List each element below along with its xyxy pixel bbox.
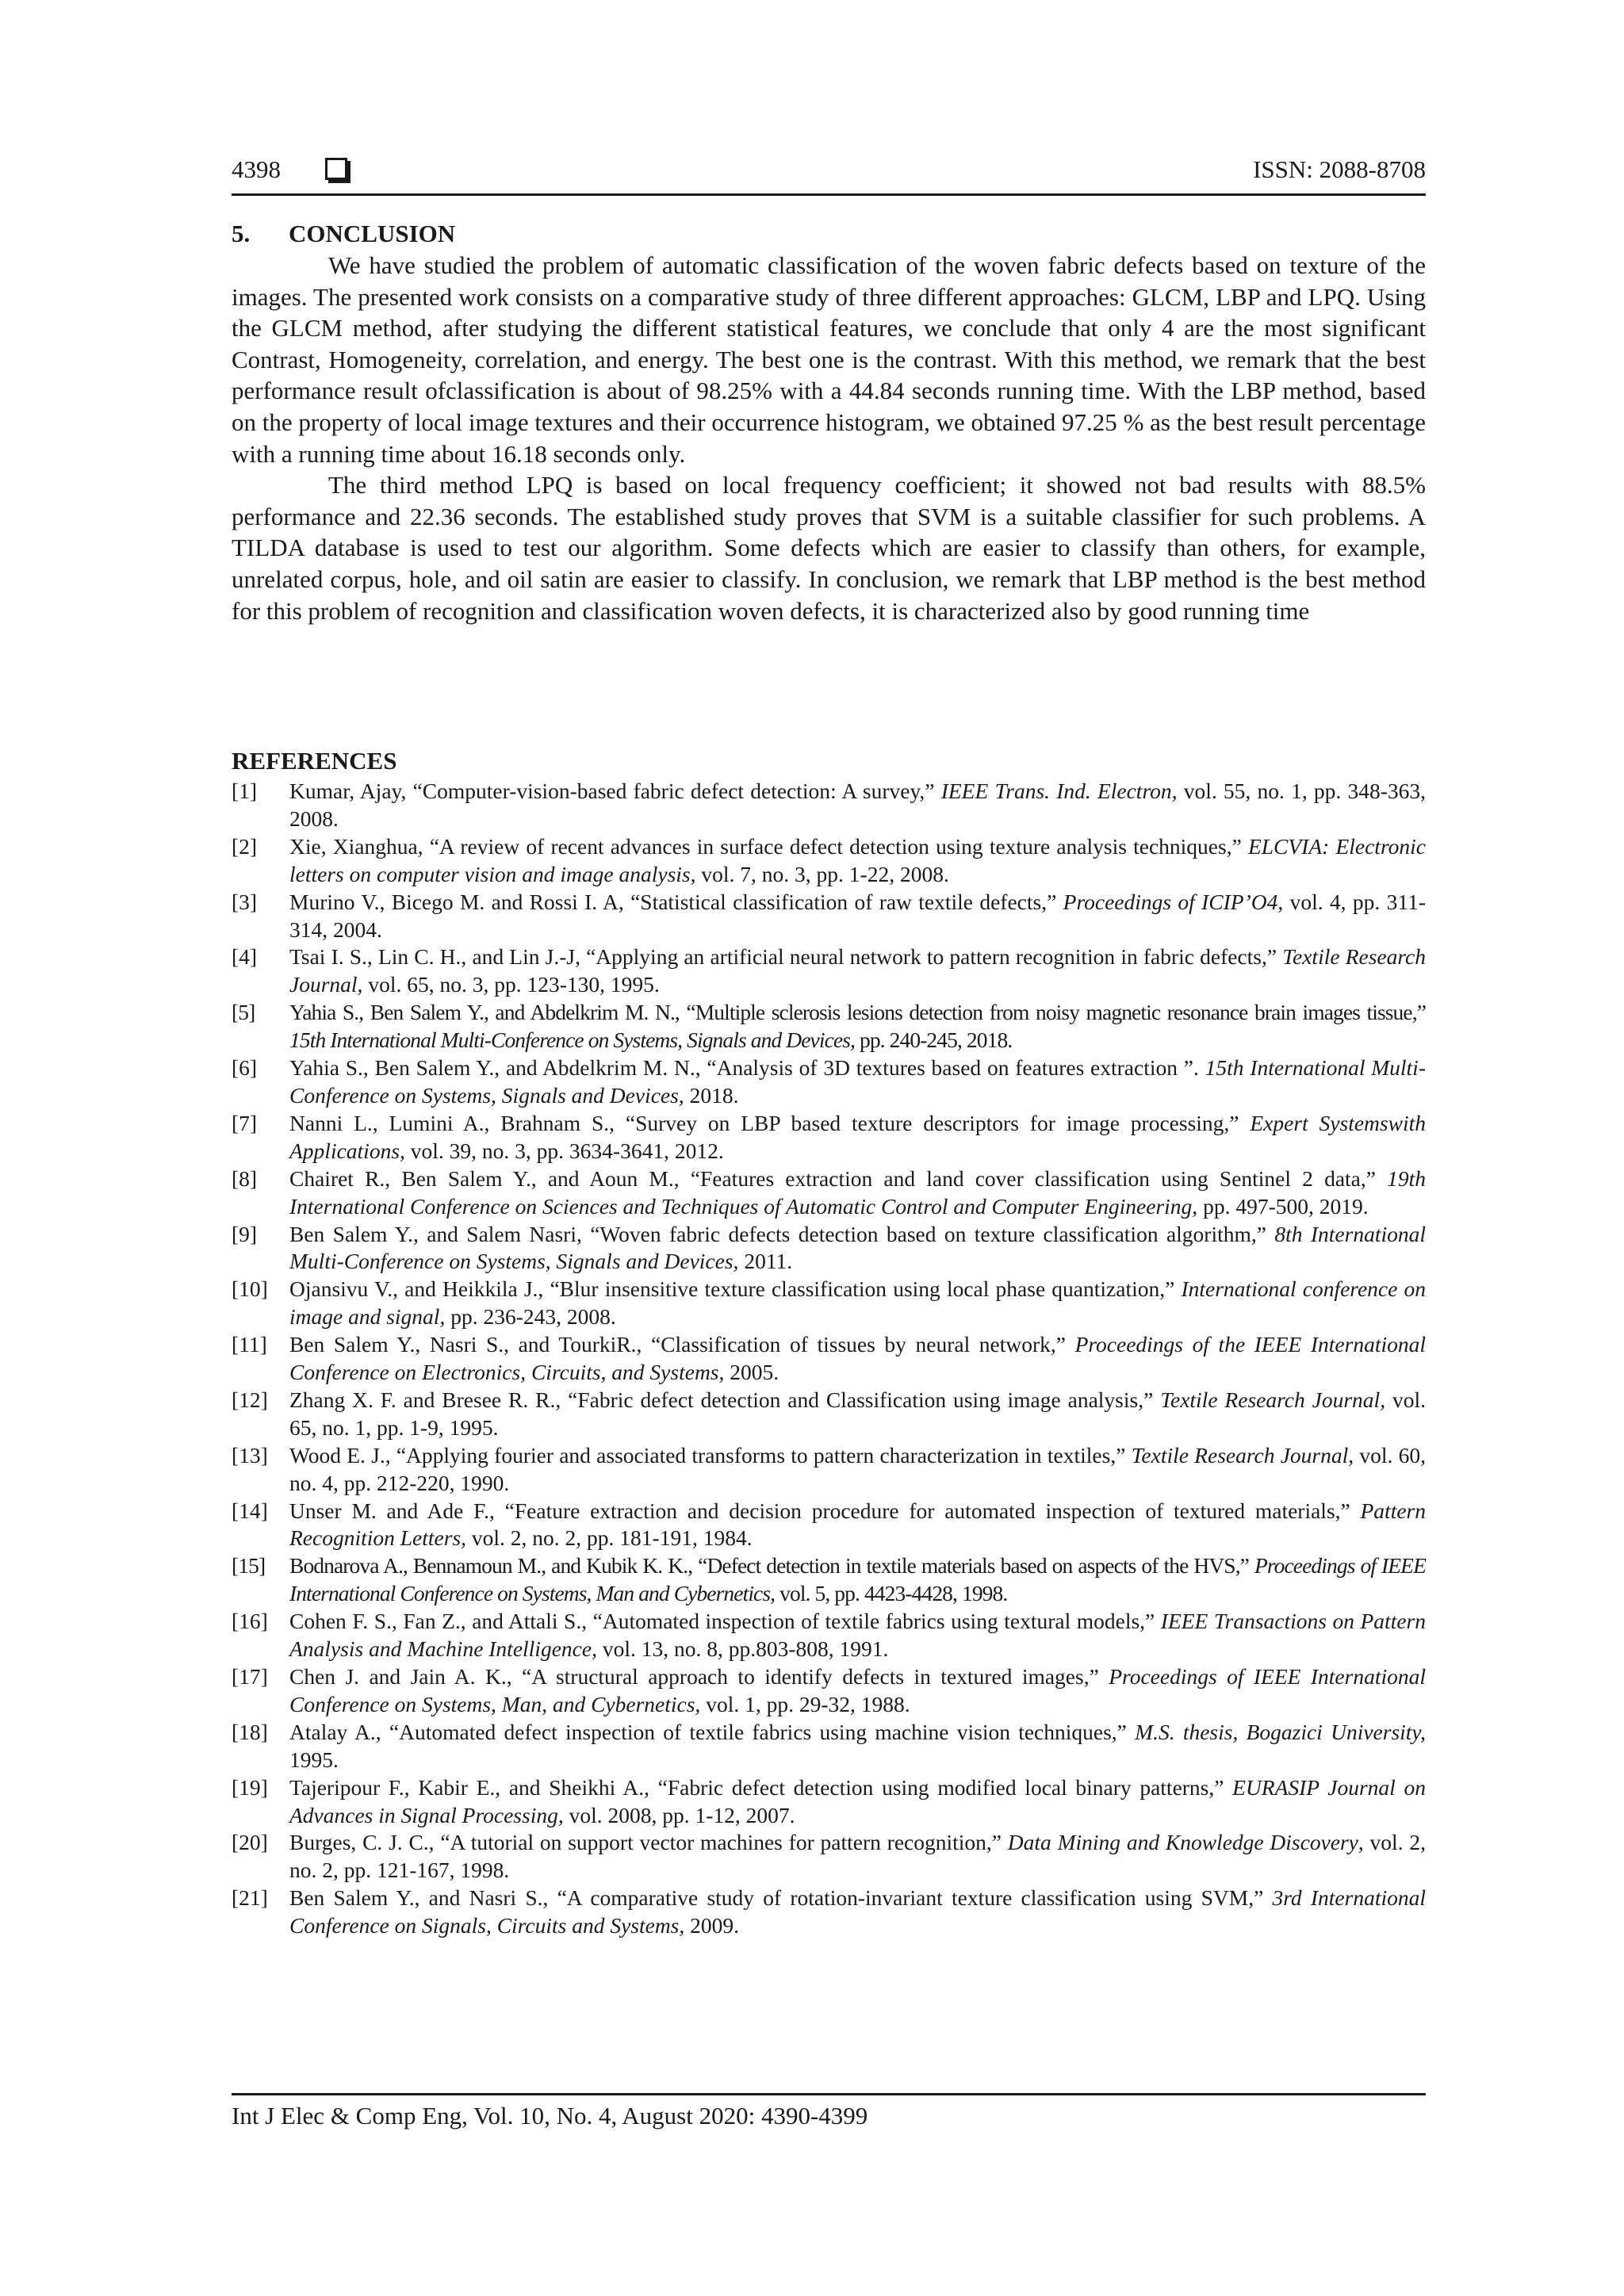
reference-authors-title: Yahia S., Ben Salem Y., and Abdelkrim M. N., “Multiple sclerosis lesions detection from noisy magnetic resonance brain images tissue,” <box>289 1000 1426 1025</box>
footer-citation: Int J Elec & Comp Eng, Vol. 10, No. 4, August 2020: 4390-4399 <box>232 2102 868 2130</box>
reference-number: [8] <box>232 1165 258 1191</box>
reference-authors-title: Cohen F. S., Fan Z., and Attali S., “Automated inspection of textile fabrics using textural models,” <box>289 1609 1161 1634</box>
reference-item <box>232 1608 1426 1663</box>
reference-item <box>232 778 1426 833</box>
reference-number: [18] <box>232 1719 268 1744</box>
section-number: 5. <box>232 220 251 247</box>
reference-number: [20] <box>232 1830 268 1855</box>
reference-authors-title: Tajeripour F., Kabir E., and Sheikhi A., “Fabric defect detection using modified local binary patterns,” <box>289 1774 1233 1800</box>
reference-text <box>289 1885 1426 1938</box>
reference-text <box>289 1222 1426 1274</box>
conclusion-paragraph-2: The third method LPQ is based on local frequency coefficient; it showed not bad results with 88.5% performance and 22.36 seconds. The established study proves that SVM is a suitable classifier for such problems. A TILDA database is used to test our algorithm. Some defects which are easier to classify than others, for example, unrelated corpus, hole, and oil satin are easier to classify. In conclusion, we remark that LBP method is the best method for this problem of recognition and classification woven defects, it is characterized also by good running time <box>232 471 1426 625</box>
reference-details: pp. 240-245, 2018. <box>855 1027 1013 1053</box>
reference-venue: Proceedings of IEEE International Conference on Systems, Man, and Cybernetics, <box>289 1664 1426 1716</box>
reference-details: vol. 13, no. 8, pp.803-808, 1991. <box>596 1636 889 1662</box>
reference-venue: 8th International Multi-Conference on Systems, Signals and Devices, <box>289 1221 1426 1274</box>
reference-details: vol. 65, no. 1, pp. 1-9, 1995. <box>289 1387 1427 1440</box>
reference-authors-title: Ben Salem Y., and Nasri S., “A comparative study of rotation-invariant texture classification using SVM,” <box>289 1885 1273 1911</box>
reference-details: vol. 5, pp. 4423-4428, 1998. <box>775 1581 1008 1606</box>
reference-details: vol. 2, no. 2, pp. 181-191, 1984. <box>466 1525 753 1551</box>
references-section <box>232 745 1426 1940</box>
reference-authors-title: Kumar, Ajay, “Computer-vision-based fabric defect detection: A survey,” <box>289 779 941 803</box>
reference-item <box>232 1054 1426 1110</box>
reference-details: vol. 60, no. 4, pp. 212-220, 1990. <box>289 1442 1427 1495</box>
reference-text <box>289 1443 1426 1495</box>
reference-item <box>232 1276 1426 1331</box>
issn-label: ISSN: 2088-8708 <box>1253 155 1426 183</box>
reference-item <box>232 889 1426 944</box>
reference-authors-title: Chen J. and Jain A. K., “A structural approach to identify defects in textured images,” <box>289 1664 1109 1689</box>
reference-number: [13] <box>232 1442 268 1468</box>
reference-item <box>232 1774 1426 1830</box>
reference-authors-title: Bodnarova A., Bennamoun M., and Kubik K. K., “Defect detection in textile materials based on aspects of the HVS,” <box>289 1553 1254 1578</box>
reference-item <box>232 1885 1426 1940</box>
page-header <box>232 155 1426 196</box>
reference-details: , vol. 2, no. 2, pp. 121-167, 1998. <box>289 1830 1426 1883</box>
reference-number: [19] <box>232 1774 268 1800</box>
reference-venue: EURASIP Journal on Advances in Signal Processing, <box>289 1774 1426 1827</box>
reference-venue: Expert Systemswith Applications, <box>289 1110 1426 1163</box>
reference-venue: Proceedings of ICIP’O4, <box>1063 889 1284 914</box>
reference-details: 2018. <box>684 1082 739 1108</box>
reference-text <box>289 779 1426 831</box>
square-bullet-icon <box>325 158 347 180</box>
reference-number: [7] <box>232 1110 258 1135</box>
reference-authors-title: Ben Salem Y., and Salem Nasri, “Woven fabric defects detection based on texture classification algorithm,” <box>289 1221 1275 1246</box>
reference-number: [17] <box>232 1664 268 1689</box>
reference-details: 2011. <box>738 1249 793 1274</box>
reference-number: [15] <box>232 1553 266 1578</box>
reference-venue: 3rd International Conference on Signals, Circuits and Systems, <box>289 1885 1426 1938</box>
conclusion-paragraph-1: We have studied the problem of automatic classification of the woven fabric defects based on texture of the images. The presented work consists on a comparative study of three different approaches: GLCM, LBP and LPQ. Using the GLCM method, after studying the different statistical features, we conclude that only 4 are the most significant Contrast, Homogeneity, correlation, and energy. The best one is the contrast. With this method, we remark that the best performance result ofclassification is about of 98.25% with a 44.84 seconds running time. With the LBP method, based on the property of local image textures and their occurrence histogram, we obtained 97.25 % as the best result percentage with a running time about 16.18 seconds only. <box>232 251 1426 468</box>
reference-item <box>232 1663 1426 1719</box>
reference-details: vol. 7, no. 3, pp. 1-22, 2008. <box>695 861 949 886</box>
reference-text <box>289 1387 1426 1440</box>
reference-text <box>289 1609 1426 1661</box>
reference-number: [14] <box>232 1498 268 1523</box>
reference-venue: M.S. thesis, Bogazici University, <box>1135 1719 1426 1744</box>
reference-authors-title: Yahia S., Ben Salem Y., and Abdelkrim M. N., “Analysis of 3D textures based on features extraction ”. <box>289 1055 1205 1081</box>
reference-item <box>232 1719 1426 1774</box>
reference-authors-title: Tsai I. S., Lin C. H., and Lin J.-J, “Applying an artificial neural network to pattern recognition in fabric defects,” <box>289 944 1283 970</box>
reference-venue: 15th International Multi-Conference on Systems, Signals and Devices, <box>289 1027 855 1053</box>
reference-authors-title: Burges, C. J. C., “A tutorial on support vector machines for pattern recognition,” <box>289 1830 1008 1855</box>
reference-authors-title: Xie, Xianghua, “A review of recent advances in surface defect detection using texture analysis techniques,” <box>289 833 1248 859</box>
reference-number: [2] <box>232 833 258 859</box>
reference-venue: 19th International Conference on Sciences and Techniques of Automatic Control and Computer Engineering, <box>289 1165 1426 1219</box>
reference-venue: ELCVIA: Electronic letters on computer vision and image analysis, <box>289 833 1426 886</box>
reference-text <box>289 1332 1426 1384</box>
reference-text <box>289 1664 1426 1716</box>
reference-text <box>289 834 1426 886</box>
reference-item <box>232 1552 1426 1608</box>
reference-text <box>289 890 1426 942</box>
reference-details: vol. 2008, pp. 1-12, 2007. <box>563 1802 795 1827</box>
reference-number: [5] <box>232 1000 255 1025</box>
reference-venue: IEEE Transactions on Pattern Analysis and Machine Intelligence, <box>289 1609 1426 1662</box>
reference-venue: Pattern Recognition Letters, <box>289 1498 1426 1551</box>
reference-venue: Textile Research Journal, <box>289 944 1427 997</box>
reference-authors-title: Nanni L., Lumini A., Brahnam S., “Survey on LBP based texture descriptors for image processing,” <box>289 1110 1251 1135</box>
reference-number: [4] <box>232 944 258 970</box>
reference-authors-title: Wood E. J., “Applying fourier and associated transforms to pattern characterization in textiles,” <box>289 1442 1132 1468</box>
reference-authors-title: Murino V., Bicego M. and Rossi I. A, “Statistical classification of raw textile defects,” <box>289 889 1063 914</box>
reference-venue: Data Mining and Knowledge Discovery <box>1007 1830 1358 1855</box>
reference-item <box>232 1221 1426 1276</box>
reference-item <box>232 1829 1426 1885</box>
reference-details: pp. 497-500, 2019. <box>1197 1193 1369 1219</box>
section-title: CONCLUSION <box>289 220 456 247</box>
reference-text <box>289 1000 1426 1052</box>
reference-item <box>232 1498 1426 1553</box>
reference-authors-title: Ojansivu V., and Heikkila J., “Blur insensitive texture classification using local phase quantization,” <box>289 1276 1182 1302</box>
reference-details: vol. 39, no. 3, pp. 3634-3641, 2012. <box>404 1138 724 1163</box>
reference-venue: 15th International Multi-Conference on Systems, Signals and Devices, <box>289 1055 1426 1108</box>
section-heading <box>232 218 1426 250</box>
reference-details: 2009. <box>684 1913 740 1938</box>
reference-venue: Proceedings of the IEEE International Conference on Electronics, Circuits, and Systems, <box>289 1332 1426 1385</box>
reference-text <box>289 1775 1426 1827</box>
reference-number: [6] <box>232 1055 258 1081</box>
reference-details: vol. 65, no. 3, pp. 123-130, 1995. <box>362 972 660 997</box>
reference-number: [9] <box>232 1221 258 1246</box>
reference-text <box>289 1166 1426 1219</box>
reference-text <box>289 1830 1426 1882</box>
reference-text <box>289 1276 1426 1329</box>
reference-authors-title: Ben Salem Y., Nasri S., and TourkiR., “Classification of tissues by neural network,” <box>289 1332 1075 1357</box>
page-number: 4398 <box>232 155 281 183</box>
reference-text <box>289 1055 1426 1108</box>
reference-item <box>232 999 1426 1054</box>
reference-item <box>232 1110 1426 1165</box>
reference-details: 1995. <box>289 1747 339 1772</box>
reference-details: pp. 236-243, 2008. <box>445 1304 616 1330</box>
reference-item <box>232 1165 1426 1221</box>
reference-authors-title: Atalay A., “Automated defect inspection of textile fabrics using machine vision techniques,” <box>289 1719 1136 1744</box>
reference-details: vol. 4, pp. 311-314, 2004. <box>289 889 1426 942</box>
reference-text <box>289 1498 1426 1551</box>
reference-number: [16] <box>232 1609 268 1634</box>
reference-venue: Textile Research Journal, <box>1160 1387 1386 1412</box>
reference-text <box>289 1111 1426 1163</box>
reference-details: 2005. <box>724 1360 779 1385</box>
reference-item <box>232 943 1426 999</box>
reference-number: [21] <box>232 1885 268 1911</box>
reference-authors-title: Zhang X. F. and Bresee R. R., “Fabric defect detection and Classification using image analysis,” <box>289 1387 1161 1412</box>
reference-number: [10] <box>232 1276 268 1302</box>
reference-venue: Textile Research Journal, <box>1131 1442 1354 1468</box>
reference-item <box>232 1331 1426 1387</box>
reference-item <box>232 1387 1426 1442</box>
references-heading: REFERENCES <box>232 747 397 775</box>
reference-text <box>289 944 1426 997</box>
reference-number: [12] <box>232 1387 268 1412</box>
page-footer <box>232 2093 1426 2130</box>
reference-venue: Proceedings of IEEE International Conference on Systems, Man and Cybernetics, <box>289 1553 1426 1606</box>
reference-text <box>289 1553 1426 1605</box>
reference-authors-title: Chairet R., Ben Salem Y., and Aoun M., “Features extraction and land cover classification using Sentinel 2 data,” <box>289 1165 1388 1191</box>
reference-venue: International conference on image and signal, <box>289 1276 1426 1330</box>
reference-number: [3] <box>232 889 258 914</box>
reference-number: [1] <box>232 779 258 803</box>
reference-number: [11] <box>232 1332 267 1357</box>
reference-item <box>232 1442 1426 1498</box>
reference-venue: IEEE Trans. Ind. Electron, <box>940 779 1178 803</box>
conclusion-section <box>232 218 1426 626</box>
reference-details: vol. 55, no. 1, pp. 348-363, 2008. <box>289 779 1427 831</box>
reference-text <box>289 1720 1426 1772</box>
reference-details: vol. 1, pp. 29-32, 1988. <box>700 1691 910 1716</box>
reference-item <box>232 833 1426 889</box>
reference-authors-title: Unser M. and Ade F., “Feature extraction and decision procedure for automated inspection of textured materials,” <box>289 1498 1361 1523</box>
reference-list <box>232 778 1426 1940</box>
